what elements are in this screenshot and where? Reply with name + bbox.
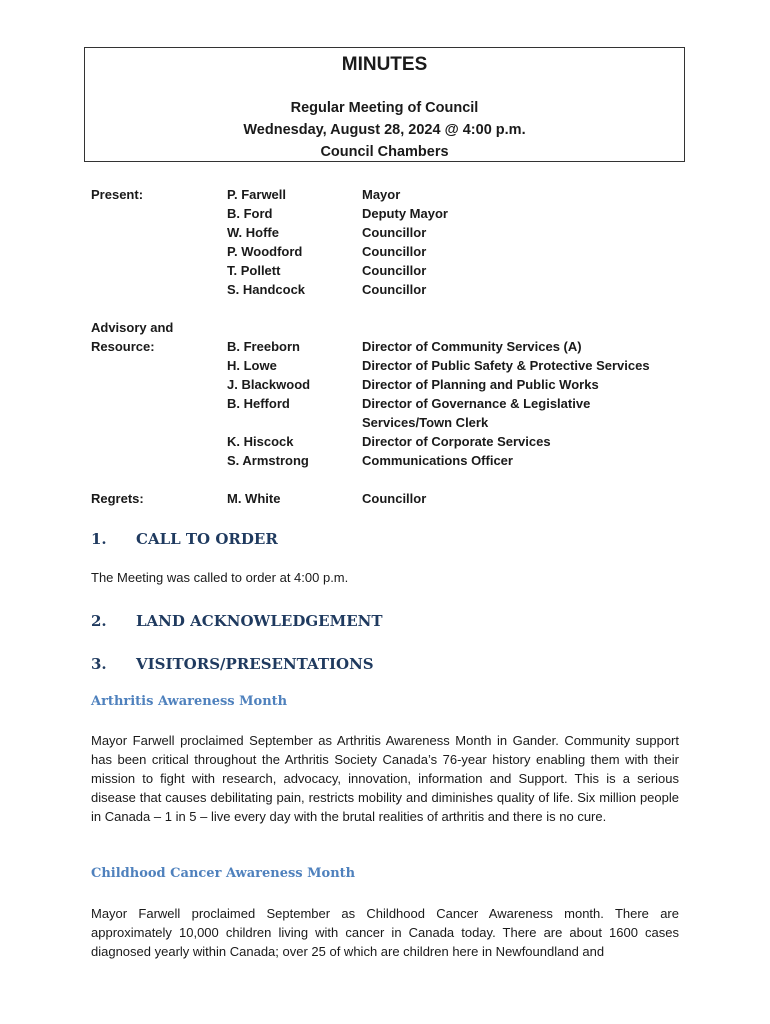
attendee-role: Councillor — [362, 244, 427, 259]
body-paragraph: Mayor Farwell proclaimed September as Arthritis Awareness Month in Gander. Community support has been critical throughout the Arthritis Society Canada’s 76-year history enabling them with their mission to fight with research, advocacy, innovation, information and Support. This is a serious disease that causes debilitating pain, restricts mobility and diminishes quality of life. Six million people in Canada – 1 in 5 – live every day with the brutal realities of arthritis and there is no cure. — [91, 733, 679, 824]
section-heading: VISITORS/PRESENTATIONS — [136, 655, 374, 673]
meeting-datetime: Wednesday, August 28, 2024 @ 4:00 p.m. — [243, 122, 526, 138]
attendee-name: S. Handcock — [227, 282, 306, 297]
attendee-role: Councillor — [362, 282, 427, 297]
meeting-location: Council Chambers — [320, 144, 449, 160]
title-box — [84, 47, 685, 162]
staff-name: B. Freeborn — [227, 339, 300, 354]
staff-role-continued: Services/Town Clerk — [362, 415, 489, 430]
advisory-label: Advisory and — [91, 320, 174, 335]
section-heading: CALL TO ORDER — [136, 530, 278, 548]
regrets-name: M. White — [227, 491, 281, 506]
attendee-name: P. Farwell — [227, 187, 287, 202]
subsection-heading: Arthritis Awareness Month — [91, 694, 288, 709]
meeting-type: Regular Meeting of Council — [290, 100, 479, 116]
attendee-role: Councillor — [362, 263, 427, 278]
staff-name: B. Hefford — [227, 396, 290, 411]
attendee-role: Councillor — [362, 225, 427, 240]
document-title: MINUTES — [341, 54, 428, 75]
attendee-name: P. Woodford — [227, 244, 303, 259]
staff-role: Director of Corporate Services — [362, 434, 551, 449]
section-number: 2. — [91, 612, 107, 630]
section-heading: LAND ACKNOWLEDGEMENT — [136, 612, 383, 630]
regrets-role: Councillor — [362, 491, 427, 506]
call-to-order-text: The Meeting was called to order at 4:00 p.m. — [91, 570, 349, 585]
subsection-heading: Childhood Cancer Awareness Month — [91, 866, 356, 881]
present-label: Present: — [91, 187, 144, 202]
advisory-label: Resource: — [91, 339, 155, 354]
attendee-name: B. Ford — [227, 206, 273, 221]
staff-role: Director of Governance & Legislative — [362, 396, 591, 411]
section-number: 1. — [91, 530, 107, 548]
body-paragraph: Mayor Farwell proclaimed September as Childhood Cancer Awareness month. There are approximately 10,000 children living with cancer in Canada today. There are about 1600 cases diagnosed yearly within Canada; over 25 of which are children here in Newfoundland and — [91, 906, 679, 959]
attendee-role: Deputy Mayor — [362, 206, 448, 221]
section-number: 3. — [91, 655, 107, 673]
staff-name: K. Hiscock — [227, 434, 294, 449]
staff-role: Director of Public Safety & Protective Services — [362, 358, 650, 373]
staff-name: S. Armstrong — [227, 453, 309, 468]
staff-role: Communications Officer — [362, 453, 513, 468]
staff-name: J. Blackwood — [227, 377, 311, 392]
attendee-name: T. Pollett — [227, 263, 281, 278]
staff-role: Director of Planning and Public Works — [362, 377, 599, 392]
staff-name: H. Lowe — [227, 358, 277, 373]
staff-role: Director of Community Services (A) — [362, 339, 582, 354]
attendee-name: W. Hoffe — [227, 225, 279, 240]
regrets-label: Regrets: — [91, 491, 144, 506]
attendee-role: Mayor — [362, 187, 401, 202]
